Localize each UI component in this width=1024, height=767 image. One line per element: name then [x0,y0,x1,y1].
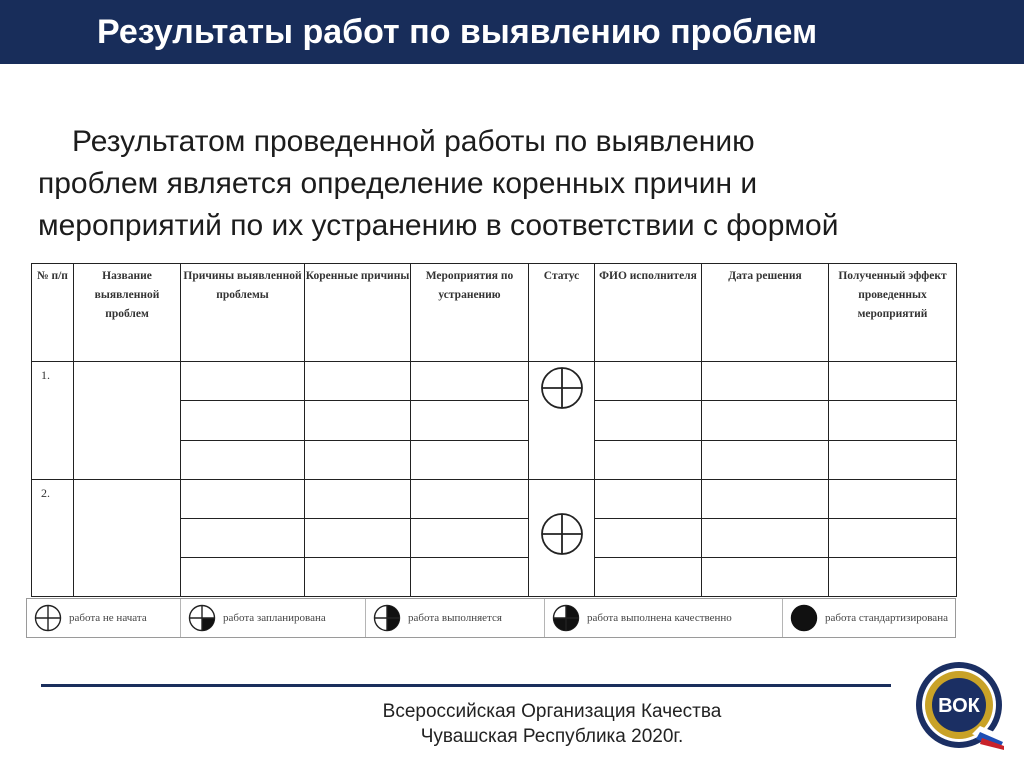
legend-label: работа выполнена качественно [587,612,732,624]
table-cell [411,401,529,440]
header-root-causes: Коренные причины [305,264,411,362]
table-cell [702,479,829,518]
header-problem-name: Название выявленной проблем [74,264,181,362]
footer-organization [312,699,792,749]
header-effect: Полученный эффект проведенных мероприятий [829,264,957,362]
table-cell [305,518,411,557]
table-cell [305,362,411,401]
title-bar [0,0,1024,64]
table-cell [181,479,305,518]
table-cell [411,362,529,401]
status-legend [26,598,956,638]
problem-form-table [31,263,957,597]
legend-label: работа стандартизирована [825,612,948,624]
table-cell [702,518,829,557]
table-cell [702,440,829,479]
footer-divider [41,684,891,687]
table-cell [305,401,411,440]
table-row [32,362,957,401]
quarter-circle-half-icon [372,603,402,633]
table-cell [595,362,702,401]
status-quarter-circle-icon [539,511,585,557]
table-cell [702,557,829,596]
quarter-circle-empty-icon [33,603,63,633]
header-num: № п/п [32,264,74,362]
table-cell [829,557,957,596]
table-cell [74,362,181,479]
table-cell [702,362,829,401]
table-cell [181,557,305,596]
legend-label: работа выполняется [408,612,502,624]
quarter-circle-one-quarter-icon [187,603,217,633]
table-cell [74,479,181,596]
table-cell [411,440,529,479]
vok-logo [914,660,1004,750]
table-cell [595,518,702,557]
table-cell [829,440,957,479]
table-cell [181,401,305,440]
table-cell [829,518,957,557]
legend-item [783,599,955,637]
table-cell [829,479,957,518]
table-cell [595,440,702,479]
table-cell [411,518,529,557]
row-number: 1. [32,362,74,479]
header-status: Статус [529,264,595,362]
table-cell [411,557,529,596]
table-cell [411,479,529,518]
row-number: 2. [32,479,74,596]
table-cell [305,479,411,518]
legend-label: работа не начата [69,612,147,624]
legend-item [27,599,181,637]
table-cell [595,401,702,440]
status-cell [529,479,595,596]
table-cell [702,401,829,440]
intro-line-3: мероприятий по их устранению в соответствии с формой [38,209,839,242]
table-cell [829,362,957,401]
header-decision-date: Дата решения [702,264,829,362]
table-cell [829,401,957,440]
table-cell [305,557,411,596]
footer-org-line-2: Чувашская Республика 2020г. [420,726,684,747]
quarter-circle-full-icon [789,603,819,633]
header-measures: Мероприятия по устранению [411,264,529,362]
header-causes: Причины выявленной проблемы [181,264,305,362]
table-cell [595,479,702,518]
slide-title: Результаты работ по выявлению проблем [97,13,818,51]
status-cell [529,362,595,479]
table-cell [595,557,702,596]
legend-label: работа запланирована [223,612,326,624]
legend-item [366,599,545,637]
intro-line-2: проблем является определение коренных причин и [38,167,758,200]
logo-text: ВОК [938,695,980,717]
intro-paragraph [38,121,996,247]
footer-org-line-1: Всероссийская Организация Качества [382,701,722,722]
table-header-row [32,264,957,362]
legend-item [181,599,366,637]
table-row [32,479,957,518]
intro-line-1: Результатом проведенной работы по выявлению [72,125,755,158]
legend-item [545,599,783,637]
table-cell [181,362,305,401]
table-cell [181,518,305,557]
quarter-circle-three-quarters-icon [551,603,581,633]
header-executor: ФИО исполнителя [595,264,702,362]
status-quarter-circle-icon [539,365,585,411]
table-cell [181,440,305,479]
table-cell [305,440,411,479]
